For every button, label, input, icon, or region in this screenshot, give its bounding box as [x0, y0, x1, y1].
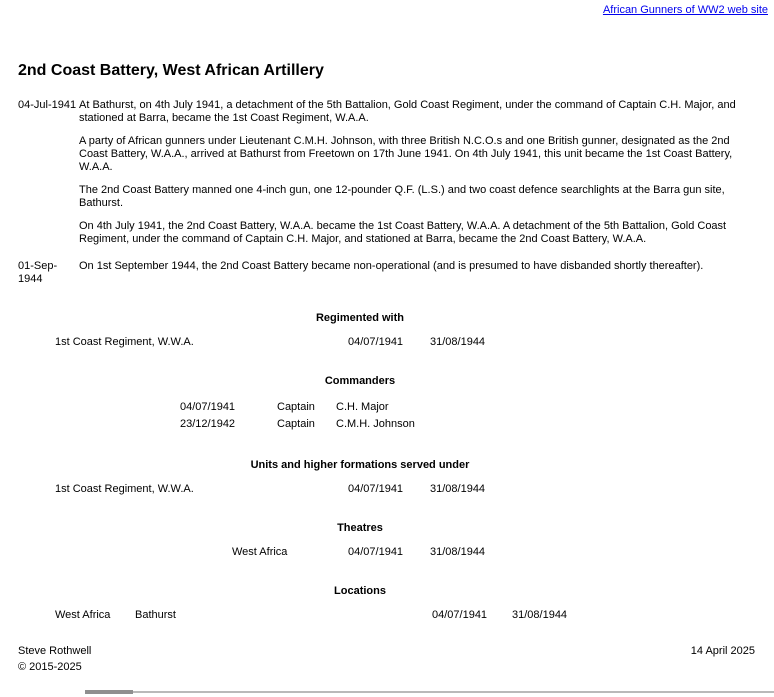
history-log [0, 99, 774, 286]
location-place: Bathurst [135, 609, 176, 621]
date-from: 04/07/1941 [348, 546, 404, 558]
date-from: 04/07/1941 [348, 336, 404, 348]
location-theatre: West Africa [55, 609, 111, 621]
page-title: 2nd Coast Battery, West African Artillery [18, 62, 324, 79]
section-heading: Commanders [324, 375, 396, 387]
date-to: 31/08/1944 [430, 546, 486, 558]
history-entry [0, 260, 774, 286]
commander-date: 23/12/1942 [180, 418, 236, 430]
date-to: 31/08/1944 [512, 609, 568, 621]
table-row [55, 609, 720, 622]
commanders-rows [0, 399, 720, 433]
commander-rank: Captain [277, 401, 315, 413]
date-from: 04/07/1941 [348, 483, 404, 495]
footer-copyright: © 2015-2025 [18, 661, 82, 673]
history-entry-text [79, 260, 737, 286]
header-link-row [603, 4, 768, 16]
site-home-link[interactable]: African Gunners of WW2 web site [602, 4, 768, 16]
history-paragraph: At Bathurst, on 4th July 1941, a detachment of the 5th Battalion, Gold Coast Regiment, under the command of Captain C.H. Major, and stationed at Barra, became the 1st Coast Regiment, W.A.A. [79, 99, 736, 124]
history-paragraph: On 1st September 1944, the 2nd Coast Battery became non-operational (and is presumed to have disbanded shortly thereafter). [79, 260, 704, 272]
history-paragraph: The 2nd Coast Battery manned one 4-inch gun, one 12-pounder Q.F. (L.S.) and two coast defence searchlights at the Barra gun site, Bathurst. [79, 184, 725, 209]
theatre-name: West Africa [232, 546, 288, 558]
table-row [180, 399, 720, 416]
table-row [55, 483, 720, 496]
horizontal-scrollbar[interactable] [85, 691, 774, 693]
section-theatres [0, 522, 720, 559]
table-row [180, 416, 720, 433]
date-from: 04/07/1941 [432, 609, 488, 621]
section-commanders [0, 375, 720, 433]
section-locations [0, 585, 720, 622]
commander-rank: Captain [277, 418, 315, 430]
unit-name: 1st Coast Regiment, W.W.A. [55, 483, 194, 495]
commander-name: C.M.H. Johnson [336, 418, 415, 430]
section-heading: Regimented with [315, 312, 404, 324]
history-entry [0, 99, 774, 246]
history-entry-text [79, 99, 737, 246]
history-paragraph: On 4th July 1941, the 2nd Coast Battery, W.A.A. became the 1st Coast Battery, W.A.A. A detachment of the 5th Battalion, Gold Coast Regiment, under the command of Captain C.H. Major, and stationed at Barra, became the 2nd Coast Battery, W.A.A. [79, 220, 727, 245]
table-row [55, 336, 720, 349]
date-to: 31/08/1944 [430, 336, 486, 348]
scrollbar-thumb[interactable] [85, 690, 133, 694]
table-row [232, 546, 720, 559]
date-to: 31/08/1944 [430, 483, 486, 495]
commander-name: C.H. Major [336, 401, 389, 413]
commander-date: 04/07/1941 [180, 401, 236, 413]
section-heading: Units and higher formations served under [250, 459, 470, 471]
section-units-served-under [0, 459, 720, 496]
unit-name: 1st Coast Regiment, W.W.A. [55, 336, 194, 348]
section-heading: Locations [334, 585, 386, 597]
footer-date: 14 April 2025 [690, 645, 755, 657]
section-regimented-with [0, 312, 720, 349]
history-paragraph: A party of African gunners under Lieutenant C.M.H. Johnson, with three British N.C.O.s and one British gunner, designated as the 2nd Coast Battery, W.A.A., arrived at Bathurst from Freetown on 17th June 1941. On 4th July 1941, this unit became the 1st Coast Battery, W.A.A. [79, 135, 733, 173]
section-heading: Theatres [337, 522, 383, 534]
history-entry-date: 04-Jul-1941 [18, 99, 77, 111]
history-entry-date: 01-Sep-1944 [18, 260, 58, 285]
footer-author: Steve Rothwell [18, 645, 92, 657]
